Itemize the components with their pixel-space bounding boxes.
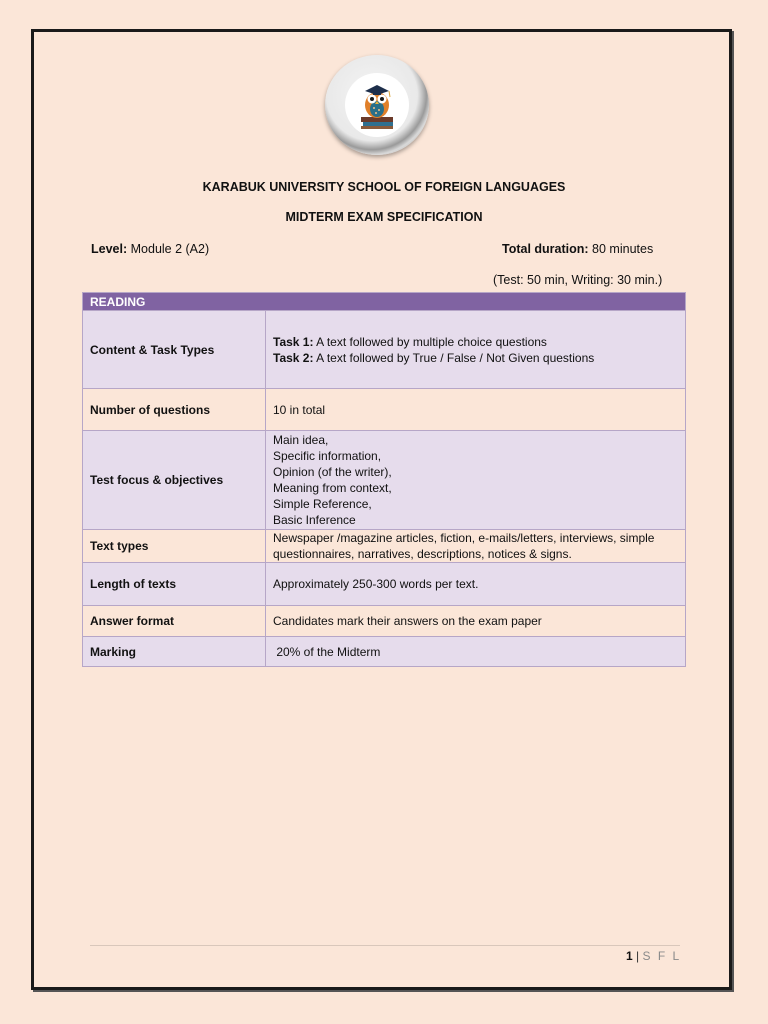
row-value (266, 311, 686, 389)
table-row (83, 389, 686, 431)
page-footer (626, 949, 681, 963)
table-row (83, 530, 686, 563)
section-title: READING (83, 293, 686, 311)
duration-label: Total duration: (502, 242, 589, 256)
row-value (266, 431, 686, 530)
table-row (83, 431, 686, 530)
table-row (83, 606, 686, 637)
section-header-row (83, 293, 686, 311)
task-1-label: Task 1: (273, 334, 314, 349)
objective-item: Specific information, (273, 449, 382, 463)
row-label: Test focus & objectives (83, 431, 266, 530)
row-label: Text types (83, 530, 266, 563)
logo-inner-circle (345, 73, 409, 137)
row-label: Content & Task Types (83, 311, 266, 389)
objective-item: Main idea, (273, 433, 329, 447)
duration-info (502, 242, 653, 256)
row-label: Marking (83, 637, 266, 667)
row-value: Newspaper /magazine articles, fiction, e-mails/letters, interviews, simple questionnaires, narratives, descriptions, notices & signs. (266, 530, 686, 563)
reading-spec-table (82, 292, 686, 667)
objective-item: Opinion (of the writer), (273, 465, 392, 479)
row-label: Number of questions (83, 389, 266, 431)
objective-item: Meaning from context, (273, 481, 392, 495)
level-value: Module 2 (A2) (130, 242, 210, 256)
task-line (273, 334, 678, 350)
objective-item: Simple Reference, (273, 497, 372, 511)
task-2-label: Task 2: (273, 350, 314, 365)
row-value: Approximately 250-300 words per text. (266, 563, 686, 606)
footer-separator: | (636, 949, 640, 963)
row-value: 20% of the Midterm (266, 637, 686, 667)
institution-heading: KARABUK UNIVERSITY SCHOOL OF FOREIGN LANGUAGES (202, 180, 566, 194)
document-title: MIDTERM EXAM SPECIFICATION (285, 210, 483, 224)
level-label: Level: (91, 242, 128, 256)
task-2-text: A text followed by True / False / Not Given questions (313, 350, 595, 365)
level-info (91, 242, 209, 256)
task-line (273, 350, 678, 366)
table-row (83, 563, 686, 606)
owl-on-books-logo-icon (345, 73, 409, 137)
footer-divider (90, 945, 680, 946)
table-row (83, 311, 686, 389)
row-value: Candidates mark their answers on the exam paper (266, 606, 686, 637)
page-number: 1 (626, 949, 633, 963)
row-value: 10 in total (266, 389, 686, 431)
duration-value: 80 minutes (592, 242, 654, 256)
duration-breakdown: (Test: 50 min, Writing: 30 min.) (493, 273, 663, 287)
row-label: Length of texts (83, 563, 266, 606)
school-logo (325, 55, 429, 155)
table-row (83, 637, 686, 667)
row-label: Answer format (83, 606, 266, 637)
footer-tag: S F L (642, 949, 682, 963)
objective-item: Basic Inference (273, 513, 356, 527)
task-1-text: A text followed by multiple choice questions (313, 334, 547, 349)
